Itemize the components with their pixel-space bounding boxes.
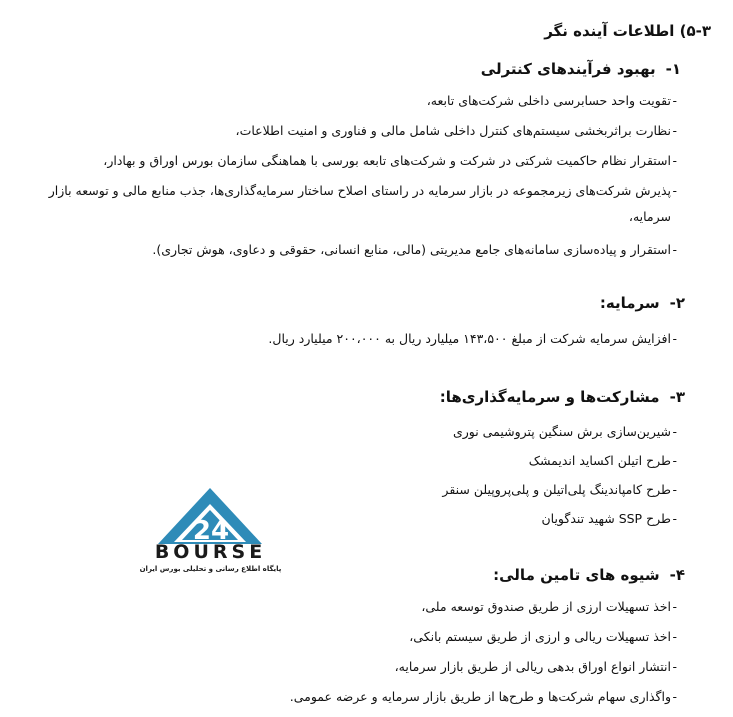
list-item: اخذ تسهیلات ریالی و ارزی از طریق سیستم بانکی، bbox=[409, 629, 671, 644]
section-4-number: ۴- bbox=[669, 566, 685, 584]
bourse24-logo bbox=[138, 486, 283, 576]
list-item: نظارت براثربخشی سیستم‌های کنترل داخلی شامل مالی و فناوری و امنیت اطلاعات، bbox=[235, 123, 671, 138]
section-3-number: ۳- bbox=[669, 388, 685, 406]
list-item: تقویت واحد حسابرسی داخلی شرکت‌های تابعه، bbox=[426, 93, 671, 108]
bullet: - bbox=[672, 242, 677, 257]
section-1-number: ۱- bbox=[665, 60, 681, 78]
section-4-title: شیوه های تامین مالی: bbox=[493, 566, 660, 584]
list-item: طرح کامپاندینگ پلی‌اتیلن و پلی‌پروپیلن سنقر bbox=[442, 482, 671, 497]
bullet: - bbox=[672, 183, 677, 198]
section-2-number: ۲- bbox=[669, 294, 685, 312]
section-1-title: بهبود فرآیندهای کنترلی bbox=[480, 60, 656, 78]
bullet: - bbox=[672, 629, 677, 644]
section-2-heading bbox=[600, 294, 685, 312]
list-item: انتشار انواع اوراق بدهی ریالی از طریق بازار سرمایه، bbox=[394, 659, 671, 674]
page-title: ۵-۳) اطلاعات آینده نگر bbox=[544, 22, 711, 40]
bullet: - bbox=[672, 599, 677, 614]
section-2-title: سرمایه: bbox=[599, 294, 660, 312]
bullet: - bbox=[672, 689, 677, 704]
bullet: - bbox=[672, 511, 677, 526]
list-item: استقرار نظام حاکمیت شرکتی در شرکت و شرکت‌های تابعه بورسی با هماهنگی سازمان بورس اوراق و بهادار، bbox=[103, 153, 671, 168]
bullet: - bbox=[672, 153, 677, 168]
bourse24-logo-mark-icon bbox=[138, 486, 283, 546]
bullet: - bbox=[672, 659, 677, 674]
bullet: - bbox=[672, 453, 677, 468]
bullet: - bbox=[672, 123, 677, 138]
list-item: واگذاری سهام شرکت‌ها و طرح‌ها از طریق بازار سرمایه و عرضه عمومی. bbox=[289, 689, 671, 704]
logo-wordmark: BOURSE bbox=[154, 541, 267, 563]
section-3-heading bbox=[440, 388, 685, 406]
section-1-heading bbox=[481, 60, 681, 78]
bullet: - bbox=[672, 424, 677, 439]
list-item: استقرار و پیاده‌سازی سامانه‌های جامع مدیریتی (مالی، منابع انسانی، حقوقی و دعاوی، هوش تجاری). bbox=[152, 242, 671, 257]
list-item: شیرین‌سازی برش سنگین پتروشیمی نوری bbox=[452, 424, 671, 439]
logo-number: 24 bbox=[192, 516, 230, 546]
section-4-heading bbox=[493, 566, 685, 584]
list-item: افزایش سرمایه شرکت از مبلغ ۱۴۳،۵۰۰ میلیارد ریال به ۲۰۰،۰۰۰ میلیارد ریال. bbox=[268, 331, 671, 346]
list-item: اخذ تسهیلات ارزی از طریق صندوق توسعه ملی، bbox=[421, 599, 671, 614]
list-item: طرح SSP شهید تندگویان bbox=[541, 511, 671, 526]
list-item: پذیرش شرکت‌های زیرمجموعه در بازار سرمایه در راستای اصلاح ساختار سرمایه‌گذاری‌ها، جذب منابع مالی و توسعه بازار سرمایه، bbox=[48, 183, 671, 224]
section-3-title: مشارکت‌ها و سرمایه‌گذاری‌ها: bbox=[439, 388, 660, 406]
bullet: - bbox=[672, 482, 677, 497]
logo-subtitle: پایگاه اطلاع رسانی و تحلیلی بورس ایران bbox=[139, 565, 282, 573]
bullet: - bbox=[672, 93, 677, 108]
bullet: - bbox=[672, 331, 677, 346]
list-item: طرح اتیلن اکساید اندیمشک bbox=[528, 453, 671, 468]
